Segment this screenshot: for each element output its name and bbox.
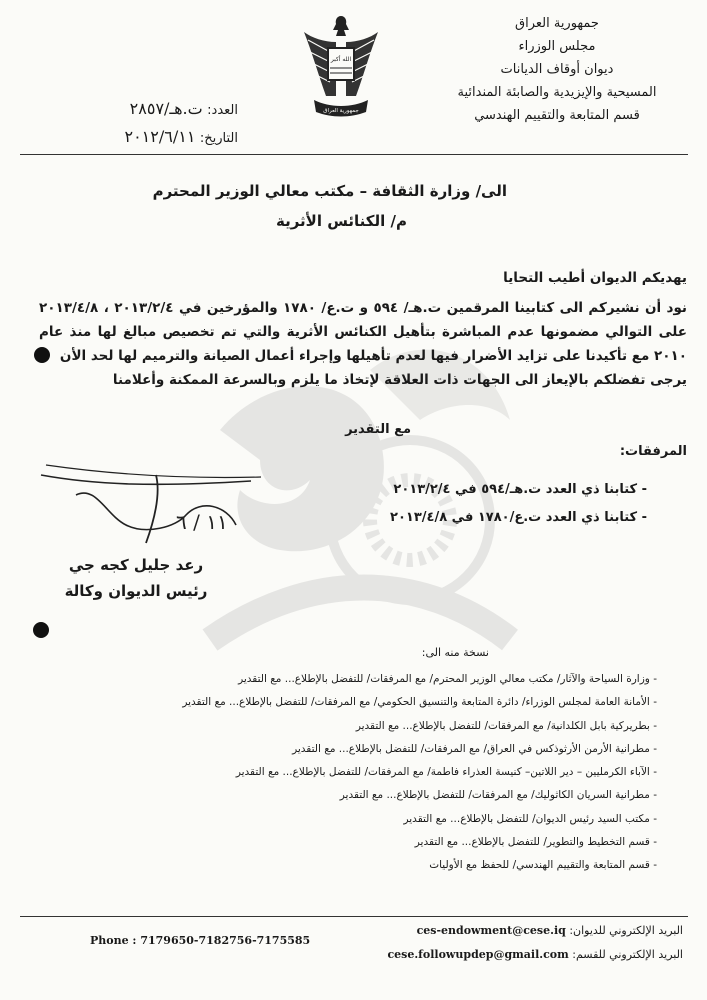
emblem-motto: الله أكبر [330, 56, 352, 63]
phone-label: Phone : [90, 934, 137, 947]
closing: مع التقدير [345, 422, 411, 437]
copy-recipient: - قسم التخطيط والتطوير/ للتفضل بالإطلاع... مع التقدير [57, 831, 657, 854]
copies-list [57, 668, 657, 878]
org-line-4: المسيحية والإيزيدية والصابئة المندائية [457, 85, 657, 100]
org-line-1: جمهورية العراق [515, 16, 599, 31]
copy-recipient: - مطرانية السريان الكاثوليك/ مع المرفقات/ للتفضل بالإطلاع... مع التقدير [57, 784, 657, 807]
org-line-2: مجلس الوزراء [518, 39, 596, 54]
body-paragraph: نود أن نشيركم الى كتابينا المرقمين ت.هـ/ ٥٩٤ و ت.ع/ ١٧٨٠ والمؤرخين في ٢٠١٣/٢/٤ ، ٢٠١٣/٤/٨ على التوالي مضمونها عدم المباشرة بتأهيل الكنائس الأثرية والتي تم تخصيص مبالغ لها منذ عام ٢٠١٠ مع تأكيدنا على تزايد الأضرار فيها لعدم تأهيلها وإجراء أعمال الصيانة والترميم لها لحد الأن [39, 300, 687, 364]
footer-divider [20, 916, 688, 917]
phone-value: 7179650-7182756-7175585 [140, 934, 311, 947]
copy-recipient: - مطرانية الأرمن الأرثوذكس في العراق/ مع المرفقات/ للتفضل بالإطلاع... مع التقدير [57, 738, 657, 761]
punch-hole [34, 347, 50, 363]
attachment-item: - كتابنا ذي العدد ت.ع/١٧٨٠ في ٢٠١٣/٤/٨ [307, 504, 647, 532]
org-line-3: ديوان أوقاف الديانات [500, 62, 614, 77]
ref-number-label: العدد: [207, 103, 238, 118]
copies-title: نسخة منه الى: [421, 646, 489, 659]
letter-body [39, 296, 687, 392]
signatory-title: رئيس الديوان وكالة [64, 582, 208, 600]
ref-date-label: التاريخ: [199, 131, 238, 146]
ref-number-value: ت.هـ/٢٨٥٧ [129, 99, 203, 118]
office-email-value: ces-endowment@cese.iq [416, 924, 566, 937]
office-email [417, 924, 683, 937]
copy-recipient: - الآباء الكرمليين – دير اللاتين– كنيسة العذراء فاطمة/ مع المرفقات/ للتفضل بالإطلاع... مع التقدير [57, 761, 657, 784]
ref-date [18, 124, 238, 152]
ref-number [18, 96, 238, 124]
greeting: يهديكم الديوان أطيب التحايا [503, 270, 687, 286]
copy-recipient: - بطريركية بابل الكلدانية/ مع المرفقات/ للتفضل بالإطلاع... مع التقدير [57, 715, 657, 738]
emblem-banner: جمهورية العراق [323, 108, 359, 114]
signatory-name: رعد جليل كجه جي [68, 556, 204, 574]
handwritten-date: ١١ / ٦ [176, 510, 228, 534]
handwritten-signature [36, 455, 266, 550]
attachment-item: - كتابنا ذي العدد ت.هـ/٥٩٤ في ٢٠١٣/٢/٤ [307, 476, 647, 504]
reference-block [18, 96, 238, 152]
office-email-label: البريد الإلكتروني للديوان: [569, 924, 683, 937]
dept-email-value: cese.followupdep@gmail.com [387, 948, 569, 961]
copy-recipient: - مكتب السيد رئيس الديوان/ للتفضل بالإطلاع... مع التقدير [57, 808, 657, 831]
dept-email [387, 948, 683, 961]
header-divider [20, 154, 688, 155]
copy-recipient: - قسم المتابعة والتقييم الهندسي/ للحفظ مع الأوليات [57, 854, 657, 877]
issuing-organization [427, 12, 687, 127]
copy-recipient: - الأمانة العامة لمجلس الوزراء/ دائرة المتابعة والتنسيق الحكومي/ مع المرفقات/ للتفضل بالإطلاع... مع التقدير [57, 691, 657, 714]
addressee: الى/ وزارة الثقافة – مكتب معالي الوزير المحترم [152, 182, 507, 200]
org-line-5: قسم المتابعة والتقييم الهندسي [474, 108, 640, 123]
body-request: يرجى تفضلكم بالإيعاز الى الجهات ذات العلاقة لإتخاذ ما يلزم وبالسرعة الممكنة وأعلامنا [112, 372, 687, 388]
iraq-eagle-emblem-icon [300, 12, 382, 120]
phone-numbers [90, 934, 310, 947]
ref-date-value: ٢٠١٢/٦/١١ [124, 127, 196, 146]
dept-email-label: البريد الإلكتروني للقسم: [572, 948, 683, 961]
copy-recipient: - وزارة السياحة والآثار/ مكتب معالي الوزير المحترم/ مع المرفقات/ للتفضل بالإطلاع... مع التقدير [57, 668, 657, 691]
attachments-list [307, 476, 647, 532]
subject: م/ الكنائس الأثرية [275, 212, 407, 230]
punch-hole [33, 622, 49, 638]
attachments-title: المرفقات: [619, 444, 687, 459]
